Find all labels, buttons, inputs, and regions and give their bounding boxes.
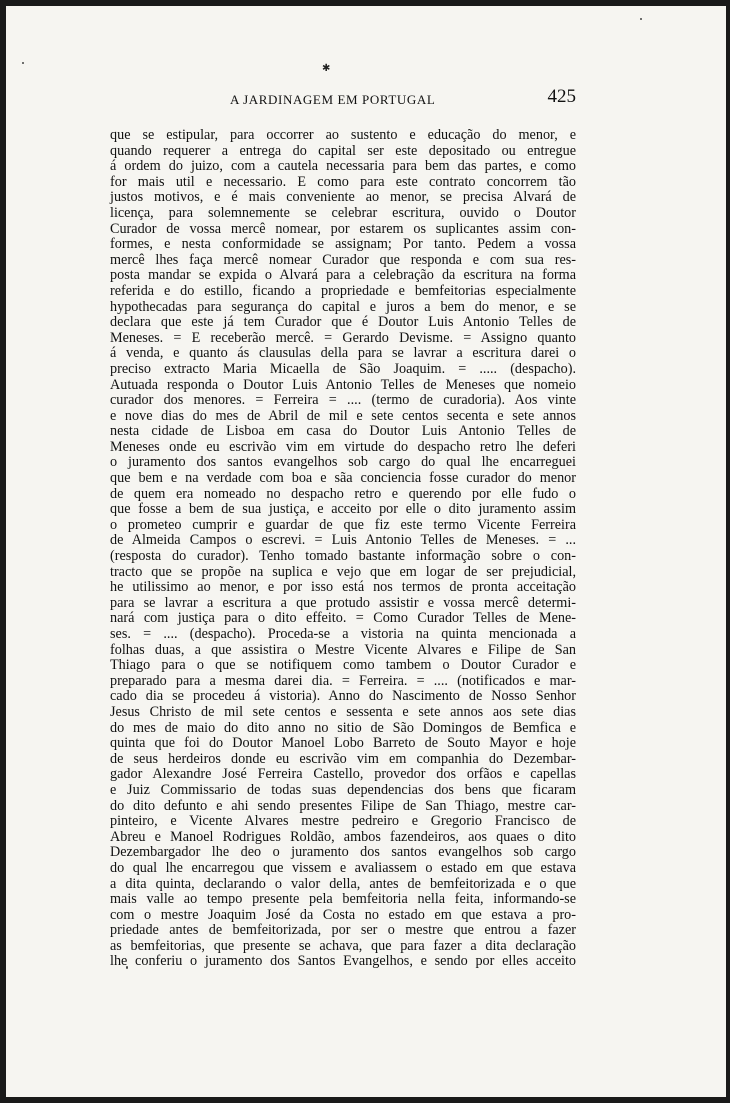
- text-line: mercê lhes faça mercê nomear Curador que responda e com sua res-: [110, 251, 576, 268]
- text-line: que se estipular, para occorrer ao sustento e educação do menor, e: [110, 127, 576, 143]
- text-line: á venda, e quanto ás clausulas della para se lavrar a escritura darei o: [110, 345, 576, 362]
- text-line: referida e do estillo, ficando a propriedade e bemfeitorias especialmente: [110, 282, 576, 299]
- page-number: 425: [547, 86, 576, 107]
- scan-border-bottom: [0, 1097, 730, 1103]
- text-line: e nove dias do mes de Abril de mil e sete centos secenta e sete annos: [110, 407, 576, 424]
- text-line: gador Alexandre José Ferreira Castello, provedor dos orfãos e capellas: [110, 766, 576, 783]
- text-line: do qual lhe encarregou que vissem e avaliassem o estado em que estava: [110, 859, 576, 876]
- text-line: preciso extracto Maria Micaella de São Joaquim. = ..... (despacho).: [110, 360, 576, 377]
- text-line: á ordem do juizo, com a cautela necessaria para bem das partes, e como: [110, 158, 576, 175]
- text-line: preparado para a mesma darei dia. = Ferreira. = .... (notificados e mar-: [110, 672, 576, 689]
- text-line: posta mandar se expida o Alvará para a celebração da escritura na forma: [110, 267, 576, 284]
- scan-border-right: [726, 0, 730, 1103]
- text-line: as bemfeitorias, que presente se achava, que para fazer a dita declaração: [110, 937, 576, 954]
- scan-speck: [640, 18, 642, 20]
- scan-border-top: [0, 0, 730, 6]
- text-line: Thiago para o que se notifiquem como tambem o Doutor Curador e: [110, 657, 576, 674]
- text-line: o prometeo cumprir e guardar de que fiz este termo Vicente Ferreira: [110, 516, 576, 533]
- text-line: curador dos menores. = Ferreira = .... (termo de curadoria). Aos vinte: [110, 392, 576, 409]
- text-line: he utilissimo ao menor, e por isso está nos termos de pronta acceitação: [110, 579, 576, 596]
- text-line: for mais util e necessario. E como para este contrato concorrem tão: [110, 173, 576, 190]
- text-line: formes, e nesta conformidade se assignam; Por tanto. Pedem a vossa: [110, 236, 576, 253]
- text-line: cado dia se procedeu á vistoria). Anno do Nascimento de Nosso Senhor: [110, 688, 576, 705]
- ornament-icon: ✱: [322, 63, 331, 74]
- text-line: que bem e na verdade com boa e sãa conciencia fosse curador do menor: [110, 470, 576, 487]
- text-line: hypothecadas para segurança do capital e juros a bem do menor, e se: [110, 298, 576, 315]
- text-line: Abreu e Manoel Rodrigues Roldão, ambos fazendeiros, aos quaes o dito: [110, 828, 576, 845]
- text-line: licença, para solemnemente se celebrar escritura, ouvido o Doutor: [110, 204, 576, 221]
- running-title: A JARDINAGEM EM PORTUGAL: [230, 92, 436, 107]
- text-line: para se lavrar a escritura a que protudo assistir e vossa mercê determi-: [110, 594, 576, 611]
- text-line: Autuada responda o Doutor Luis Antonio Telles de Meneses que nomeio: [110, 376, 576, 393]
- text-line: ses. = .... (despacho). Proceda-se a vistoria na quinta mencionada a: [110, 626, 576, 642]
- text-line: priedade antes de bemfeitorizada, por ser o mestre que entrou a fazer: [110, 922, 576, 939]
- page-header: [108, 86, 576, 110]
- text-line: mais valle ao tempo presente pela bemfeitoria nella feita, informando-se: [110, 891, 576, 908]
- body-text: [110, 128, 576, 970]
- text-line: lhe conferiu o juramento dos Santos Evangelhos, e sendo por elles acceito: [110, 953, 576, 970]
- scan-speck: [22, 62, 24, 64]
- text-line: pinteiro, e Vicente Alvares mestre pedreiro e Gregorio Francisco de: [110, 813, 576, 830]
- text-line: Jesus Christo de mil sete centos e sessenta e sete annos aos sete dias: [110, 703, 576, 720]
- text-line: o juramento dos santos evangelhos sob cargo do qual lhe encarreguei: [110, 454, 576, 471]
- text-line: e Juiz Commissario de todas suas dependencias dos bens que ficaram: [110, 781, 576, 798]
- text-line: quinta que foi do Doutor Manoel Lobo Barreto de Souto Mayor e hoje: [110, 735, 576, 752]
- text-line: que fosse a bem de sua justiça, e acceito por elle o dito juramento assim: [110, 501, 576, 518]
- text-line: quando requerer a entrega do capital ser este depositado ou entregue: [110, 142, 576, 159]
- scan-border-left: [0, 0, 6, 1103]
- text-line: Meneses. = E receberão mercê. = Gerardo Devisme. = Assigno quanto: [110, 329, 576, 346]
- text-line: Dezembargador lhe deo o juramento dos santos evangelhos sob cargo: [110, 844, 576, 861]
- text-line: Curador de vossa mercê nomear, por estarem os suplicantes assim con-: [110, 220, 576, 237]
- text-line: tracto que se propõe na suplica e vejo que em logar de ser prejudicial,: [110, 563, 576, 580]
- text-line: do dito defunto e ahi sendo presentes Filipe de San Thiago, mestre car-: [110, 797, 576, 814]
- text-line: nesta cidade de Lisboa em casa do Doutor Luis Antonio Telles de: [110, 423, 576, 440]
- text-line: justos motivos, e é mais conveniente ao menor, se precisa Alvará de: [110, 189, 576, 206]
- text-line: do mes de maio do dito anno no sitio de São Domingos de Bemfica e: [110, 719, 576, 736]
- text-line: a dita quinta, declarando o valor della, antes de bemfeitorizada e o que: [110, 875, 576, 892]
- text-line: nará com justiça para o dito effeito. = Como Curador Telles de Mene-: [110, 610, 576, 627]
- text-line: (resposta do curador). Tenho tomado bastante informação sobre o con-: [110, 548, 576, 565]
- text-line: de seus herdeiros donde eu escrivão vim em companhia do Dezembar-: [110, 750, 576, 767]
- text-line: de quem era nomeado no despacho retro e querendo por elle fudo o: [110, 485, 576, 502]
- text-line: Meneses onde eu escrivão vim em virtude do despacho retro lhe deferi: [110, 438, 576, 455]
- text-line: declara que este já tem Curador que é Doutor Luis Antonio Telles de: [110, 314, 576, 331]
- text-line: de Almeida Campos o escrevi. = Luis Antonio Telles de Meneses. = ...: [110, 532, 576, 549]
- text-line: folhas duas, a que assistira o Mestre Vicente Alvares e Filipe de San: [110, 641, 576, 658]
- text-line: com o mestre Joaquim José da Costa no estado em que estava a pro-: [110, 906, 576, 923]
